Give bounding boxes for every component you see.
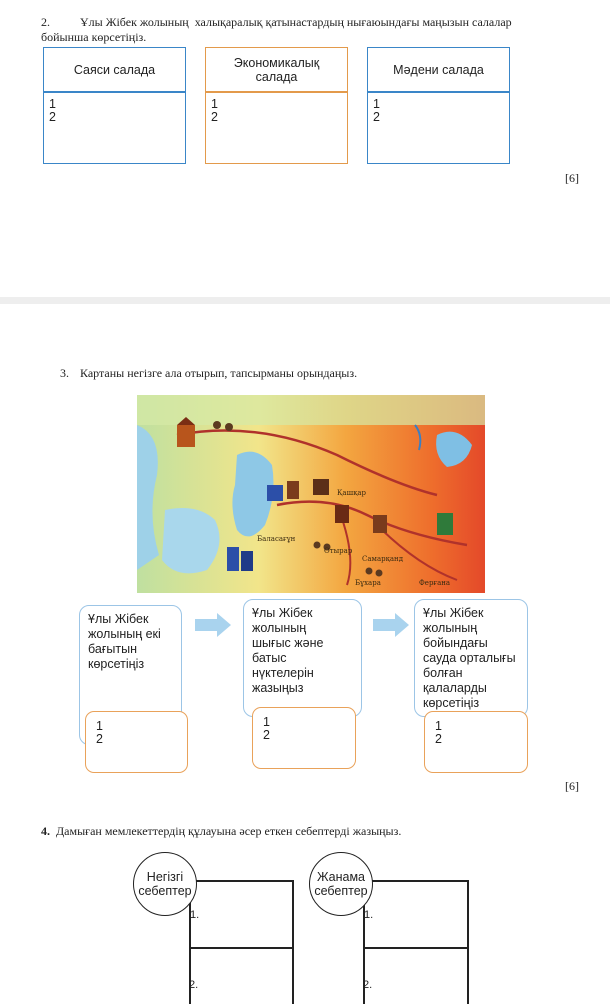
q3-answer-directions[interactable]: 1 2 [85, 711, 188, 773]
q4-prompt: Дамыған мемлекеттердің құлауына әсер еткен себептерді жазыңыз. [56, 824, 402, 838]
q2-col-header-political: Саяси салада [43, 47, 186, 93]
q2-col-body-economic-text: 1 2 [211, 97, 218, 124]
q2-col-header-economic: Экономикалық салада [205, 47, 348, 93]
q2-col-body-political[interactable] [43, 91, 186, 164]
q2-prompt-line1: Ұлы Жібек жолының халықаралық қатынастардың нығаюындағы маңызын салалар [80, 15, 512, 29]
q4-group2-mid-line [363, 947, 468, 949]
map-label-balasagun: Баласағұн [257, 535, 296, 543]
q4-main-causes-label: Негізгі себептер [133, 852, 197, 916]
silk-road-map-graphic [137, 395, 485, 593]
q2-prompt-line2: бойынша көрсетіңіз. [41, 30, 147, 44]
q4-group2-item2[interactable]: 2. [363, 979, 373, 991]
q2-col-body-political-text: 1 2 [49, 97, 56, 124]
q4-indirect-causes-label: Жанама себептер [309, 852, 373, 916]
q4-group2-item1[interactable]: 1. [364, 909, 374, 921]
q2-col-body-cultural[interactable] [367, 91, 510, 164]
q3-prompt: Картаны негізге ала отырып, тапсырманы орындаңыз. [80, 366, 358, 380]
q3-card-directions: Ұлы Жібек жолының екі бағытын көрсетіңіз [79, 605, 182, 745]
q4-group1-right-line [292, 880, 294, 1004]
q3-answer-endpoints[interactable]: 1 2 [252, 707, 356, 769]
arrow-right-icon [195, 613, 231, 637]
q2-col-header-cultural: Мәдени салада [367, 47, 510, 93]
q3-number: 3. [60, 366, 69, 380]
q4-group1-item2[interactable]: 2. [189, 979, 199, 991]
q2-col-body-economic[interactable] [205, 91, 348, 164]
q4-group2-right-line [467, 880, 469, 1004]
silk-road-map [137, 395, 485, 593]
q2-col-body-cultural-text: 1 2 [373, 97, 380, 124]
q4-group1-mid-line [189, 947, 293, 949]
q3-answer-trade-cities[interactable]: 1 2 [424, 711, 528, 773]
q3-card-trade-cities: Ұлы Жібек жолының бойындағы сауда орталығы болған қалаларды көрсетіңіз [414, 599, 528, 717]
map-label-fergana: Ферғана [419, 579, 451, 587]
q4-number: 4. [41, 824, 50, 838]
map-label-kashgar: Қашқар [337, 489, 366, 497]
q2-score: [6] [565, 171, 579, 185]
map-label-bukhara: Бұхара [355, 579, 381, 587]
q2-number: 2. [41, 15, 50, 29]
page-separator [0, 297, 610, 304]
q4-group1-item1[interactable]: 1. [190, 909, 200, 921]
arrow-right-icon [373, 613, 409, 637]
q3-card-endpoints: Ұлы Жібек жолының шығыс және батыс нүктелерін жазыңыз [243, 599, 362, 717]
q3-score: [6] [565, 779, 579, 793]
map-label-otrar: Отырар [324, 547, 353, 555]
map-label-samarkand: Самарқанд [362, 555, 404, 563]
